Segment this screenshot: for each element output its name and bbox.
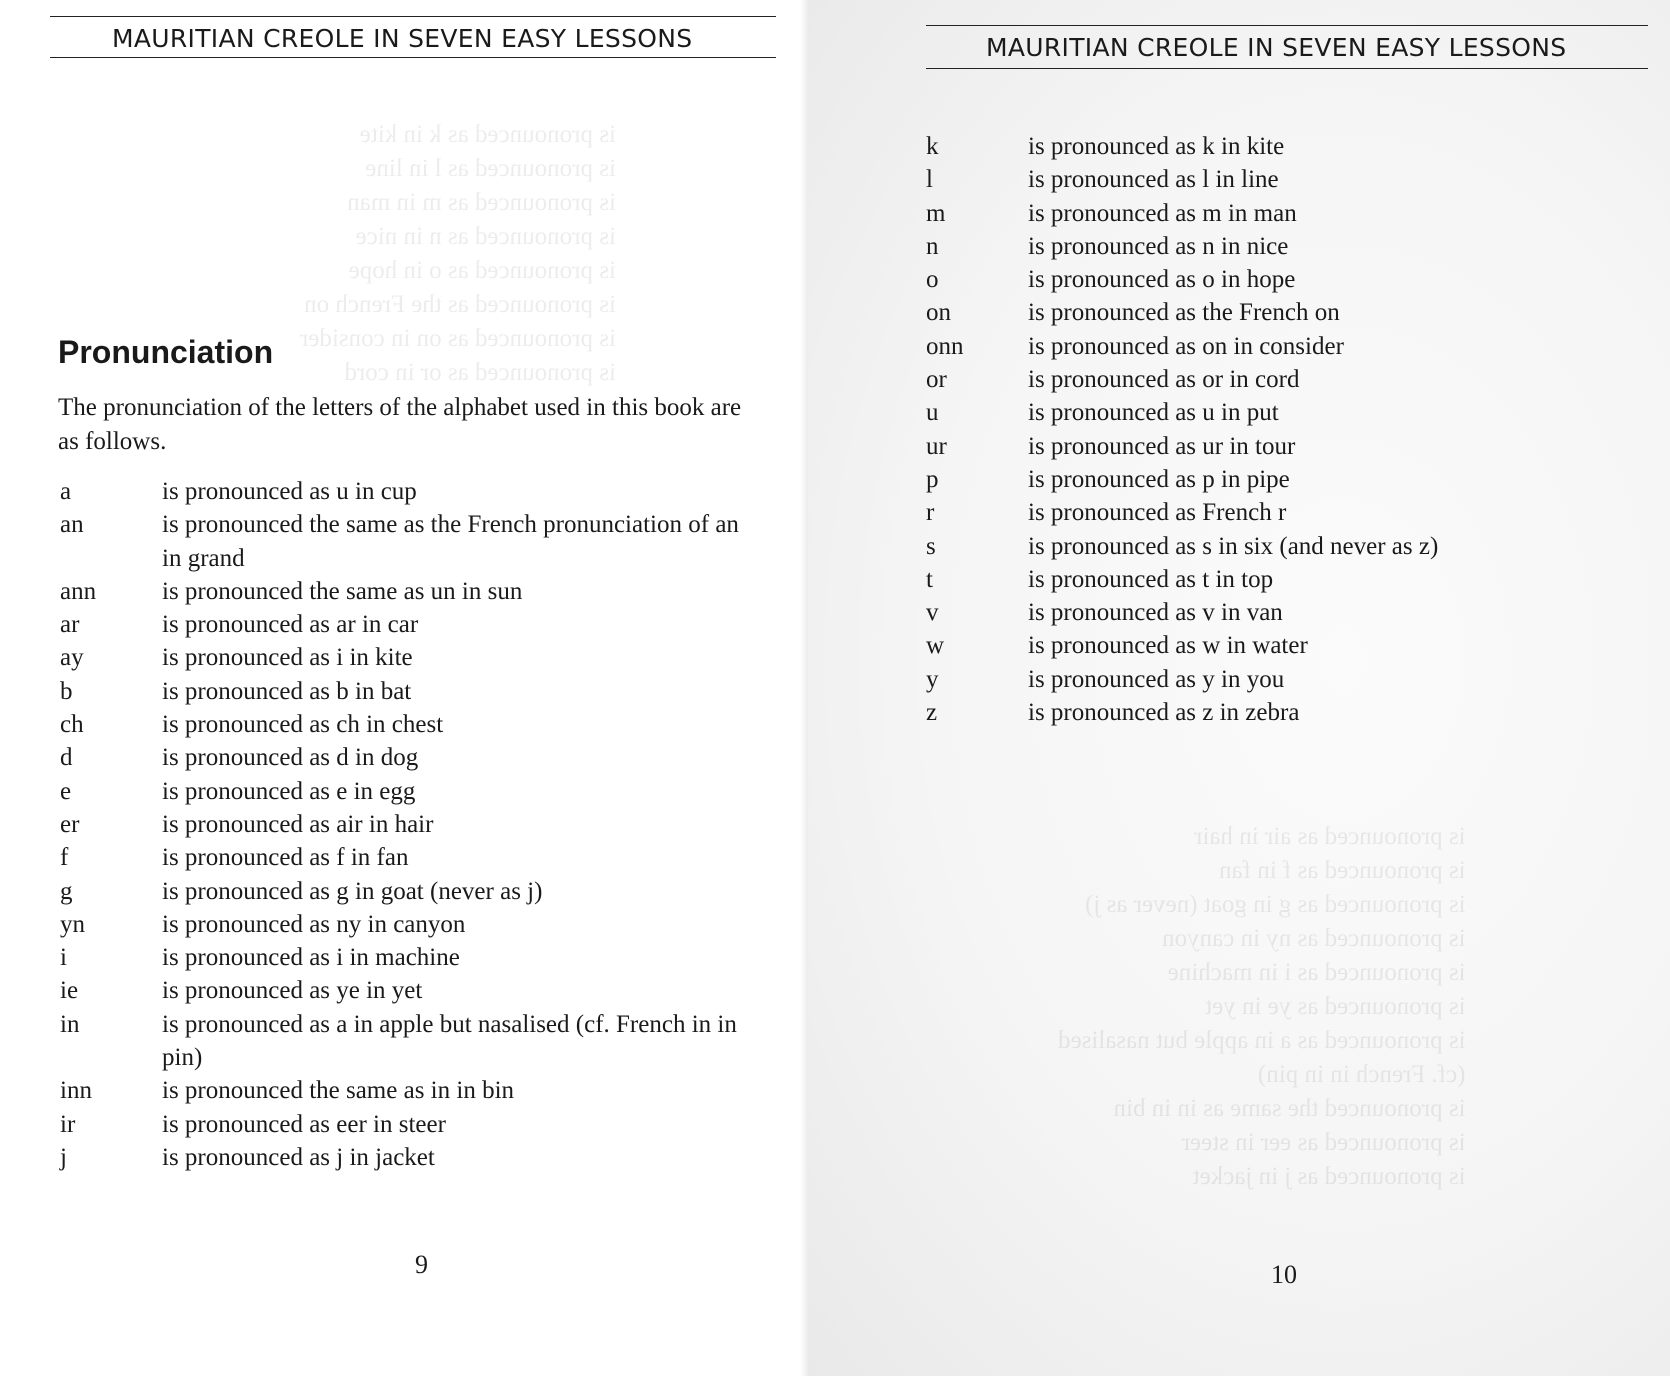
entry-description: is pronounced as ny in canyon (162, 910, 466, 938)
pronunciation-entry (60, 875, 760, 908)
pronunciation-entry (60, 808, 760, 841)
entry-description: is pronounced the same as the French pronunciation of an in grand (162, 511, 739, 572)
entry-letter: g (60, 877, 73, 905)
entry-letter: an (60, 511, 84, 539)
pronunciation-entry (926, 130, 1626, 163)
pronunciation-entry (926, 629, 1626, 662)
entry-description: is pronounced as o in hope (1028, 266, 1296, 294)
entry-letter: on (926, 299, 951, 327)
entry-letter: v (926, 599, 939, 627)
pronunciation-entry (60, 475, 760, 508)
entry-letter: u (926, 399, 939, 427)
pronunciation-entry (926, 230, 1626, 263)
pronunciation-entry (60, 775, 760, 808)
pronunciation-entry (926, 330, 1626, 363)
section-heading: Pronunciation (58, 334, 274, 370)
entry-description: is pronounced as i in machine (162, 944, 460, 972)
pronunciation-list (926, 130, 1626, 729)
entry-letter: er (60, 810, 80, 838)
entry-description: is pronounced as t in top (1028, 565, 1274, 593)
intro-paragraph: The pronunciation of the letters of the alphabet used in this book are as follows. (58, 394, 742, 455)
entry-letter: inn (60, 1077, 92, 1105)
entry-letter: e (60, 777, 72, 805)
entry-letter: f (60, 844, 69, 872)
entry-description: is pronounced as u in put (1028, 399, 1279, 427)
page-number: 10 (1271, 1260, 1297, 1289)
pronunciation-entry (60, 641, 760, 674)
header-rule-top (50, 16, 776, 17)
entry-letter: t (926, 565, 933, 593)
entry-letter: onn (926, 332, 964, 360)
header-rule-bottom (50, 57, 776, 58)
entry-description: is pronounced as p in pipe (1028, 465, 1290, 493)
entry-letter: ie (60, 977, 79, 1005)
entry-description: is pronounced as ar in car (162, 611, 419, 639)
pronunciation-entry (926, 563, 1626, 596)
pronunciation-entry (60, 608, 760, 641)
show-through-text: is pronounced as k in kite is pronounced as l in line is pronounced as m in man is pronounced as n in nice is pronounced as o in hope is pronounced as the French on is pronounced as on in consider is pronounced as or in cord (300, 121, 616, 386)
entry-letter: o (926, 266, 939, 294)
pronunciation-entry (60, 675, 760, 708)
entry-description: is pronounced as d in dog (162, 744, 419, 772)
entry-description: is pronounced as ch in chest (162, 711, 444, 739)
entry-letter: ur (926, 432, 947, 460)
entry-description: is pronounced as the French on (1028, 299, 1340, 327)
pronunciation-entry (60, 741, 760, 774)
entry-letter: z (926, 699, 938, 727)
entry-description: is pronounced the same as un in sun (162, 577, 523, 605)
pronunciation-entry (60, 841, 760, 874)
entry-letter: m (926, 199, 946, 227)
pronunciation-entry (60, 575, 760, 608)
entry-description: is pronounced as v in van (1028, 599, 1283, 627)
entry-description: is pronounced as French r (1028, 499, 1287, 527)
entry-description: is pronounced as k in kite (1028, 133, 1285, 160)
entry-description: is pronounced as n in nice (1028, 232, 1289, 260)
entry-letter: ar (60, 611, 80, 639)
entry-description: is pronounced as f in fan (162, 844, 409, 872)
entry-letter: a (60, 478, 72, 505)
entry-description: is pronounced as s in six (and never as z) (1028, 532, 1439, 560)
entry-letter: yn (60, 910, 85, 938)
entry-letter: b (60, 677, 73, 705)
entry-description: is pronounced as i in kite (162, 644, 413, 672)
entry-description: is pronounced as l in line (1028, 166, 1279, 194)
entry-description: is pronounced as z in zebra (1028, 699, 1300, 727)
entry-description: is pronounced as ye in yet (162, 977, 423, 1005)
entry-letter: p (926, 465, 939, 493)
header-rule-top (926, 25, 1648, 26)
entry-description: is pronounced as y in you (1028, 665, 1285, 693)
entry-letter: r (926, 499, 935, 527)
entry-description: is pronounced as u in cup (162, 478, 417, 505)
entry-description: is pronounced as air in hair (162, 810, 434, 838)
entry-description: is pronounced as w in water (1028, 632, 1308, 660)
pronunciation-entry (926, 296, 1626, 329)
page-number: 9 (415, 1250, 428, 1279)
pronunciation-entry (926, 263, 1626, 296)
entry-letter: i (60, 944, 67, 972)
entry-letter: ir (60, 1110, 76, 1138)
pronunciation-entry (60, 974, 760, 1007)
pronunciation-list (60, 475, 760, 1174)
entry-description: is pronounced as b in bat (162, 677, 412, 705)
pronunciation-entry (926, 197, 1626, 230)
entry-letter: or (926, 366, 947, 394)
entry-description: is pronounced as g in goat (never as j) (162, 877, 543, 905)
pronunciation-entry (60, 908, 760, 941)
entry-letter: k (926, 133, 939, 160)
entry-letter: n (926, 232, 939, 260)
pronunciation-entry (926, 396, 1626, 429)
pronunciation-entry (60, 1074, 760, 1107)
entry-description: is pronounced as e in egg (162, 777, 416, 805)
pronunciation-entry (926, 663, 1626, 696)
pronunciation-entry (60, 1108, 760, 1141)
entry-letter: s (926, 532, 936, 560)
pronunciation-entry (60, 708, 760, 741)
entry-letter: y (926, 665, 939, 693)
entry-description: is pronounced as on in consider (1028, 332, 1344, 360)
entry-letter: j (60, 1143, 67, 1171)
pronunciation-entry (926, 363, 1626, 396)
pronunciation-entry (926, 530, 1626, 563)
pronunciation-entry (60, 1008, 760, 1075)
entry-description: is pronounced as m in man (1028, 199, 1297, 227)
pronunciation-entry (926, 496, 1626, 529)
pronunciation-entry (60, 1141, 760, 1174)
entry-letter: ch (60, 711, 84, 739)
entry-letter: l (926, 166, 933, 194)
running-header: MAURITIAN CREOLE IN SEVEN EASY LESSONS (112, 24, 693, 53)
left-page (0, 0, 808, 1376)
pronunciation-entry (926, 463, 1626, 496)
running-header: MAURITIAN CREOLE IN SEVEN EASY LESSONS (986, 33, 1567, 62)
pronunciation-entry (926, 430, 1626, 463)
entry-description: is pronounced the same as in in bin (162, 1077, 515, 1105)
pronunciation-entry (60, 941, 760, 974)
pronunciation-entry (926, 163, 1626, 196)
entry-description: is pronounced as eer in steer (162, 1110, 446, 1138)
header-rule-bottom (926, 68, 1648, 69)
pronunciation-entry (60, 508, 760, 575)
pronunciation-entry (926, 696, 1626, 729)
entry-letter: d (60, 744, 73, 772)
entry-letter: ay (60, 644, 84, 672)
entry-letter: in (60, 1010, 80, 1038)
entry-letter: ann (60, 577, 97, 605)
entry-description: is pronounced as j in jacket (162, 1143, 435, 1171)
pronunciation-entry (926, 596, 1626, 629)
entry-description: is pronounced as ur in tour (1028, 432, 1296, 460)
entry-letter: w (926, 632, 945, 660)
show-through-text: is pronounced as air in hair is pronounced as f in fan is pronounced as g in goat (never as j) is pronounced as ny in canyon is pronounced as i in machine is pronounced as ye in yet is pronounced as a in apple but nasalised (cf. French in in pin) is pronounced the same as in in bin is pronounced as eer in steer is pronounced as j in jacket (1058, 823, 1466, 1190)
entry-description: is pronounced as a in apple but nasalised (cf. French in in pin) (162, 1010, 737, 1072)
entry-description: is pronounced as or in cord (1028, 366, 1300, 394)
